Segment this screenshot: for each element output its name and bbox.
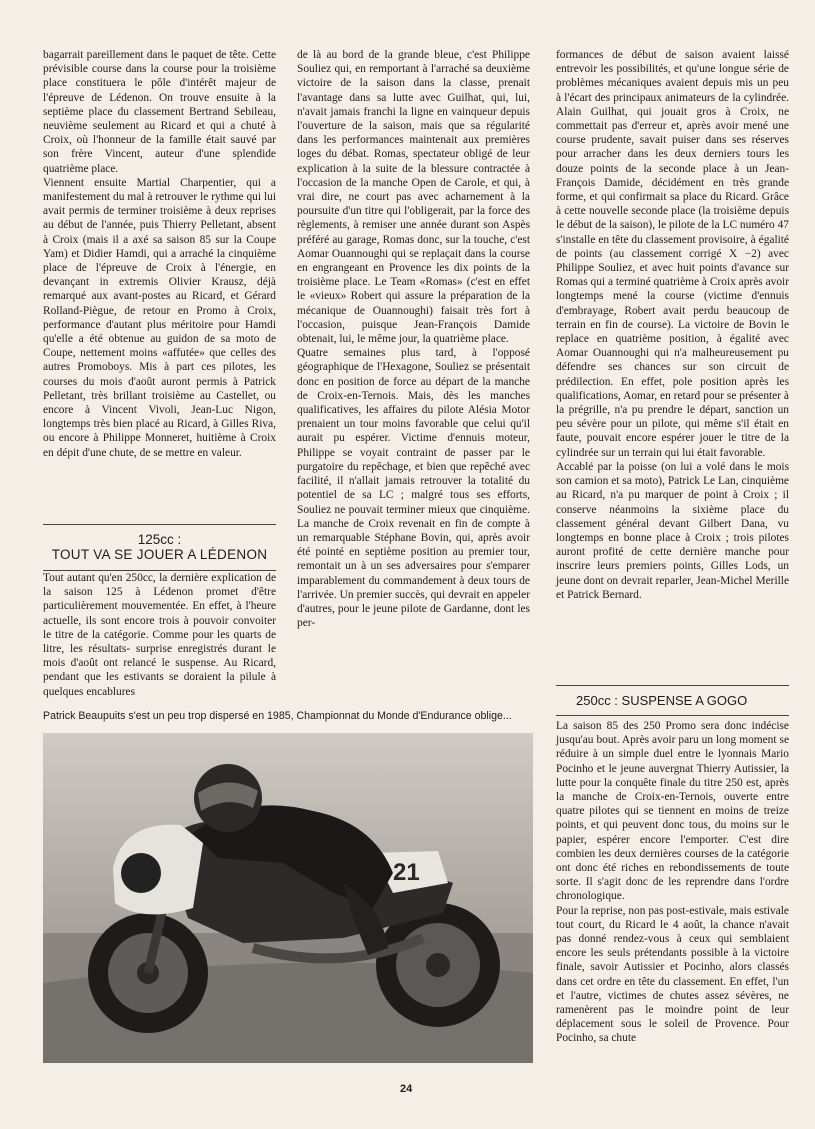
heading-line-2: TOUT VA SE JOUER A LÉDENON [51,547,268,562]
page-number: 24 [400,1083,413,1095]
column-1 [43,48,276,460]
column-2 [297,48,530,630]
rear-hub [426,953,450,977]
divider [556,715,789,716]
paragraph: Tout autant qu'en 250cc, la dernière explication de la saison 125 à Lédenon promet d'être particulièrement mouvementée. En effet, à l'heure actuelle, ils sont encore trois à pouvoir convoiter le titre de la catégorie. Comme pour les quarts de litre, les résultats- surprise enregistrés durant le mois d'août ont relancé le suspense. Au Ricard, pendant que les estivants se doraient la pilule à quelques encablures [43,572,276,698]
photo-caption: Patrick Beaupuits s'est un peu trop dispersé en 1985, Championnat du Monde d'Endurance oblige... [43,710,512,722]
paragraph: Pour la reprise, non pas post-estivale, mais estivale tout court, du Ricard le 4 août, la chance n'avait pas donné rendez-vous à ceux qui semblaient encore les seuls prétendants possible à la victoire finale, savoir Autissier et Pocinho, alors classés dans cet ordre en tête du classement. En effet, l'un et l'autre, victimes de chutes assez sévères, ne ramenèrent pas le moindre point de leur déplacement sous le soleil de Provence. Pour Pocinho, sa chute [556,904,789,1045]
fairing-number: 21 [393,859,420,886]
number-plate [121,853,161,893]
paragraph: de là au bord de la grande bleue, c'est Philippe Souliez qui, en remportant à l'arraché sa deuxième victoire de la saison dans la classe, prenait l'avantage dans sa lutte avec Guilhat, qui, lui, n'avait jamais franchi la ligne en vainqueur depuis l'ouverture de la saison, mais que sa régularité dans les performances maintenait aux premières loges du débat. Romas, spectateur obligé de leur explication à la suite de la blessure contractée à l'occasion de la manche Open de Carole, et qui, à vrai dire, ne court pas avec acharnement à la poursuite d'un titre qui l'obligerait, par la force des règlements, à remiser une année durant son Aspès préféré au garage, Romas donc, sur la touche, c'est Aomar Ouannoughi qui se replaçait dans la course en engrangeant en Provence les dix points de la troisième place. Le Team «Romas» (c'est en effet le «vieux» Robert qui assure la préparation de la mécanique de Ouannoughi) faisait très fort à l'occasion, puisque Jean-François Damide obtenait, lui, le même jour, la quatrième place. [297,49,530,346]
column-1-lower [43,571,276,699]
heading-text: 250cc : SUSPENSE A GOGO [576,693,748,708]
paragraph: bagarrait pareillement dans le paquet de tête. Cette prévisible course dans la course pour la troisième place constituera le pôle d'intérêt majeur de l'épreuve de Lédenon. On trouve ensuite à la septième place du classement Bertrand Sebileau, neuvième seulement au Ricard et qui a chuté à Croix, où l'honneur de la famille était sauvé par son frère Vincent, auteur d'une splendide quatrième place. [43,49,276,175]
paragraph: La saison 85 des 250 Promo sera donc indécise jusqu'au bout. Après avoir paru un long moment se réduire à un simple duel entre le lyonnais Mario Pocinho et le jeune auvergnat Thierry Autissier, la lutte pour la conquête finale du titre 250 est, après la manche de Croix-en-Ternois, ouverte entre quatre pilotes qui se tiennent en moins de treize points, et qui peuvent donc tous, du moins sur le papier, espérer encore l'emporter. C'est dire combien les deux dernières courses de la catégorie ont donc été riches en rebondissements de toute sorte. Il s'agit donc de les reprendre dans l'ordre chronologique. [556,720,789,903]
paragraph: Accablé par la poisse (on lui a volé dans le mois son camion et sa moto), Patrick Le Lan, cinquième au Ricard, n'a pu marquer de point à Croix ; il conserve néanmoins la sixième place du classement général devant Gilbert Dana, vu longtemps en bonne place à Croix ; trois pilotes auront profité de cette dernière manche pour inscrire leurs premiers points, Gilles Lods, un jeune dont on devrait reparler, Jean-Michel Merille et Patrick Bernard. [556,460,789,601]
heading-line-1: 125cc : [137,532,182,547]
section-heading-125cc [43,524,276,571]
motorcycle-race-photo [43,733,533,1063]
paragraph: Viennent ensuite Martial Charpentier, qui a manifestement du mal à retrouver le rythme qui lui avait permis de terminer troisième à deux reprises au début de l'année, puis Thierry Pelletant, absent à Croix (mais il a axé sa saison 85 sur la Coupe Yam) et Didier Hamdi, qui a arraché la cinquième place de l'épreuve de Croix à l'énergie, en devançant in extremis Olivier Krausz, déjà remarqué aux avant-postes au Ricard, et Gérard Rolland-Piègue, de retour en Promo à Croix, performance d'autant plus méritoire pour Hamdi qu'elle a été obtenue au guidon de sa moto de Coupe, nettement moins «affutée» que celles des autres Promoboys. Mis à part ces pilotes, les courses du mois d'août auront permis à Patrick Pelletant, très brillant troisième au Castellet, ou encore à Vincent Vivoli, Jean-Luc Nigon, longtemps très bien placé au Ricard, à Gilles Riva, ou encore à Philippe Monneret, huitième à Croix en dépit d'une chute, de se mettre en valeur. [43,176,276,459]
divider [556,685,789,686]
column-3 [556,48,789,602]
paragraph: formances de début de saison avaient laissé entrevoir les possibilités, et qu'une longue série de problèmes mécaniques avaient depuis mis un peu à l'écart des principaux animateurs de la cylindrée. Alain Guilhat, qui jouait gros à Croix, ne commettait pas d'erreur et, après avoir mené une course prudente, savait puiser dans ses réserves pour arracher dans les deux derniers tours les douze points de la seconde place à un Jean-François Damide, décidément en très grande forme, et qui confirmait sa place du Ricard. Grâce à cette nouvelle seconde place (la troisième depuis le début de la saison), le pilote de la LC numéro 47 s'installe en tête du classement provisoire, à égalité de points (au classement corrigé X −2) avec Philippe Souliez, et avec huit points d'avance sur Romas qui a terminé quatrième à Croix après avoir longtemps mené la course (victime d'ennuis d'embrayage, Robert avait perdu beaucoup de terrain en fin de course). La victoire de Bovin le replace en quatrième position, à égalité avec Aomar Ouannoughi qui n'a malheureusement pu défendre ses chances sur son circuit de prédilection. En effet, pole position après les qualifications, Aomar, en retard pour se présenter à la prégrille, n'a pu prendre le départ, sanction un peu sévère pour un pilote, qui même s'il était en faute, pouvait encore espérer jouer le titre de la cylindrée sur un terrain qui lui était favorable. [556,49,789,459]
column-3-lower [556,719,789,1046]
motorcycle-illustration [43,733,533,1063]
section-heading-250cc [556,685,789,716]
divider [43,524,276,525]
paragraph: Quatre semaines plus tard, à l'opposé géographique de l'Hexagone, Souliez se présentait donc en position de force au départ de la manche de Croix-en-Ternois. Mais, dès les manches qualificatives, les affaires du pilote Alésia Motor prenaient un tour moins favorable que celui qu'il aurait pu espérer. Victime d'ennuis moteur, Philippe se voyait contraint de passer par le purgatoire du repêchage, et bien que repêché avec facilité, il n'allait jamais retrouver la totalité du potentiel de sa LC ; malgré tous ses efforts, Souliez ne pouvait terminer mieux que cinquième. La manche de Croix revenait en fin de compte à un remarquable Stéphane Bovin, qui, après avoir été pointé en septième position au premier tour, remontait un à un ses adversaires pour s'emparer imparablement du commandement à deux tours de l'arrivée. Un premier succès, qui devrait en appeler d'autres, pour le jeune pilote de Gardanne, dont les per- [297,347,530,630]
